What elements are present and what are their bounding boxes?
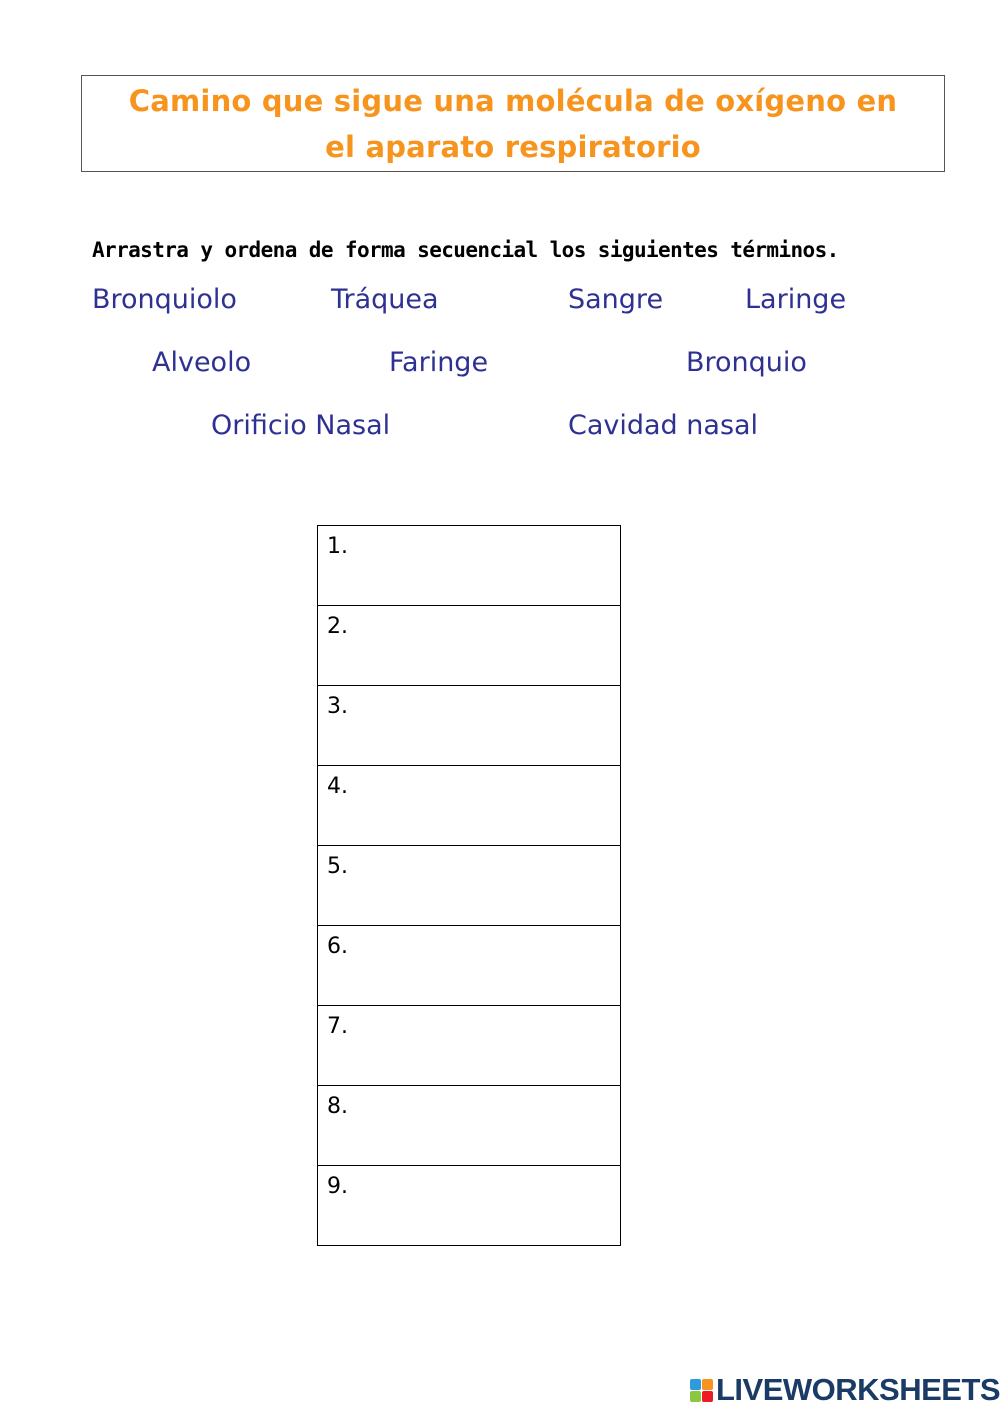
title-box (81, 75, 945, 172)
drop-slot-2[interactable]: 2. (318, 606, 621, 686)
instruction-text: Arrastra y ordena de forma secuencial los siguientes términos. (92, 238, 839, 262)
drop-slot-3[interactable]: 3. (318, 686, 621, 766)
page-title-line-2: el aparato respiratorio (325, 129, 701, 164)
page-title-line-1: Camino que sigue una molécula de oxígeno en (128, 83, 898, 118)
drag-term-laringe[interactable]: Laringe (745, 284, 847, 315)
drag-term-bronquio[interactable]: Bronquio (686, 347, 807, 378)
drop-slot-4[interactable]: 4. (318, 766, 621, 846)
answer-table (317, 525, 621, 1246)
logo-text: LIVEWORKSHEETS (716, 1372, 1000, 1407)
drag-term-alveolo[interactable]: Alveolo (152, 347, 252, 378)
drag-term-sangre[interactable]: Sangre (568, 284, 664, 315)
drop-slot-6[interactable]: 6. (318, 926, 621, 1006)
drag-term-cavidad-nasal[interactable]: Cavidad nasal (568, 410, 759, 441)
drop-slot-5[interactable]: 5. (318, 846, 621, 926)
drop-slot-7[interactable]: 7. (318, 1006, 621, 1086)
drop-slot-1[interactable]: 1. (318, 526, 621, 606)
drag-term-faringe[interactable]: Faringe (389, 347, 489, 378)
liveworksheets-logo (690, 1373, 1000, 1407)
drag-term-orificio-nasal[interactable]: Orificio Nasal (211, 410, 391, 441)
drag-term-bronquiolo[interactable]: Bronquiolo (92, 284, 237, 315)
drop-slot-8[interactable]: 8. (318, 1086, 621, 1166)
drag-term-traquea[interactable]: Tráquea (331, 284, 439, 315)
drop-slot-9[interactable]: 9. (318, 1166, 621, 1246)
liveworksheets-logo-icon (690, 1379, 713, 1402)
